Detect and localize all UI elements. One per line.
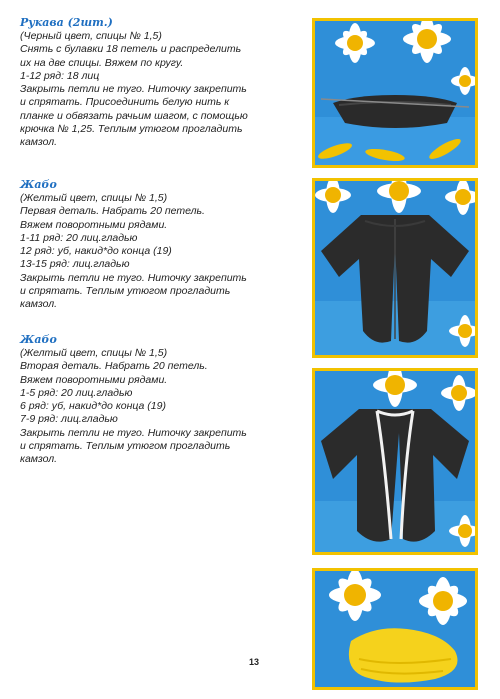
text-line: и спрятать. Теплым утюгом прогладить: [20, 440, 231, 453]
section-heading: Рукава (2шт.): [20, 16, 113, 29]
text-line: камзол.: [20, 453, 58, 466]
text-line: 1-11 ряд: 20 лиц.гладью: [20, 231, 138, 244]
section-heading: Жабо: [20, 333, 57, 346]
text-line: и спрятать. Присоединить белую нить к: [20, 96, 230, 109]
jacket-with-white-trim-photo: [312, 368, 478, 555]
text-line: (Черный цвет, спицы № 1,5): [20, 30, 162, 42]
black-jacket-photo: [312, 178, 478, 358]
section-heading: Жабо: [20, 178, 57, 191]
text-line: 13-15 ряд: лиц.гладью: [20, 258, 130, 271]
text-line: 1-5 ряд: 20 лиц.гладью: [20, 386, 133, 399]
text-line: (Желтый цвет, спицы № 1,5): [20, 347, 168, 359]
text-line: (Желтый цвет, спицы № 1,5): [20, 192, 168, 204]
page-number: 13: [248, 657, 259, 667]
text-line: камзол.: [20, 298, 58, 311]
text-line: 1-12 ряд: 18 лиц: [20, 69, 100, 82]
text-line: планке и обвязать рачьим шагом, с помощью: [20, 109, 248, 122]
text-line: и спрятать. Теплым утюгом прогладить: [20, 285, 231, 298]
yellow-jabot-photo: [312, 568, 478, 690]
text-line: 12 ряд: уб, накид*до конца (19): [20, 245, 172, 258]
section-jabot-second: [20, 333, 290, 467]
text-line: Закрыть петли не туго. Ниточку закрепить: [20, 426, 247, 439]
text-line: Вяжем поворотными рядами.: [20, 218, 168, 231]
section-jabot-first: [20, 178, 290, 312]
text-line: их на две спицы. Вяжем по кругу.: [20, 56, 184, 69]
text-line: Вторая деталь. Набрать 20 петель.: [20, 360, 208, 373]
text-line: Вяжем поворотными рядами.: [20, 373, 168, 386]
section-sleeves: [20, 16, 290, 150]
sleeve-on-needles-photo: [312, 18, 478, 168]
text-line: крючка № 1,25. Теплым утюгом прогладить: [20, 123, 243, 136]
text-line: Закрыть петли не туго. Ниточку закрепить: [20, 83, 247, 96]
text-line: Снять с булавки 18 петель и распределить: [20, 43, 242, 56]
text-line: Первая деталь. Набрать 20 петель.: [20, 205, 205, 218]
text-line: Закрыть петли не туго. Ниточку закрепить: [20, 271, 247, 284]
text-line: камзол.: [20, 136, 58, 149]
text-line: 7-9 ряд: лиц.гладью: [20, 413, 118, 426]
text-line: 6 ряд: уб, накид*до конца (19): [20, 400, 166, 413]
